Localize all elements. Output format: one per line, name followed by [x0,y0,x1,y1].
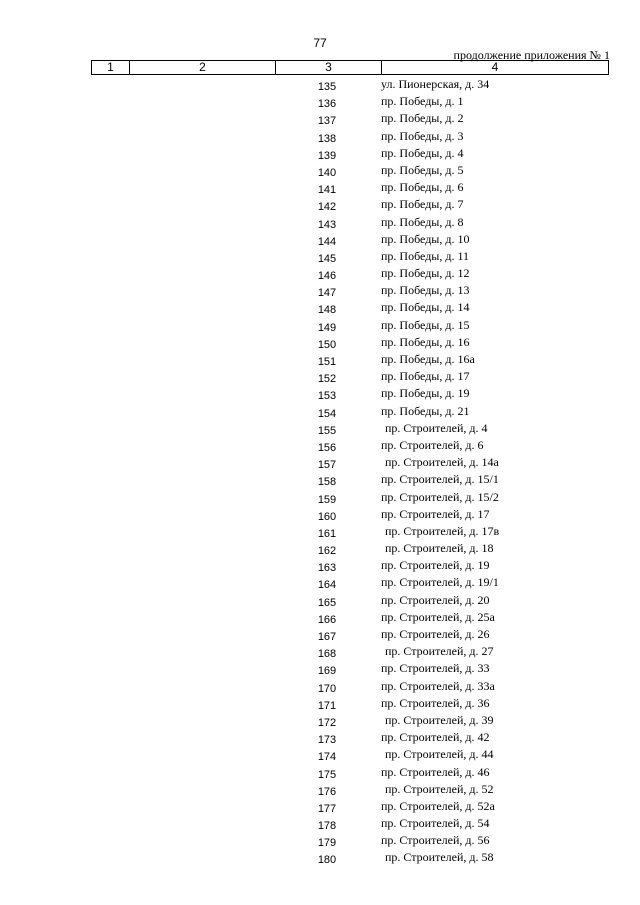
table-row [0,94,640,111]
row-number: 140 [317,166,337,179]
row-address: пр. Строителей, д. 19 [381,558,490,573]
table-row [0,146,640,163]
row-address: пр. Победы, д. 4 [381,145,464,160]
row-number: 136 [317,98,337,111]
row-number: 166 [317,613,337,626]
table-row [0,730,640,747]
row-number: 160 [317,510,337,523]
row-number: 161 [317,527,337,540]
header-col-4: 4 [382,61,609,75]
table-row [0,575,640,592]
table-row [0,850,640,867]
row-number: 178 [317,820,337,833]
row-address: пр. Победы, д. 10 [381,231,470,246]
table-row [0,696,640,713]
table-row [0,490,640,507]
table-row [0,524,640,541]
row-number: 175 [317,768,337,781]
row-address: пр. Строителей, д. 4 [385,420,488,435]
row-address: пр. Победы, д. 14 [381,300,470,315]
row-number: 167 [317,631,337,643]
row-number: 147 [317,287,337,300]
table-row [0,507,640,524]
row-number: 176 [317,785,337,798]
row-number: 135 [317,81,337,93]
row-address: пр. Строителей, д. 26 [381,627,490,641]
table-row [0,352,640,369]
row-address: пр. Строителей, д. 19/1 [381,575,499,590]
row-address: пр. Строителей, д. 20 [381,592,490,607]
header-col-2: 2 [130,61,276,75]
row-number: 180 [317,854,337,867]
row-address: пр. Победы, д. 16 [381,334,470,349]
row-address: пр. Победы, д. 1 [381,94,464,109]
table-row [0,129,640,146]
table-row [0,266,640,283]
row-address: пр. Победы, д. 11 [381,248,470,263]
row-number: 159 [317,493,337,506]
row-number: 148 [317,304,337,317]
row-address: пр. Победы, д. 19 [381,386,470,401]
row-number: 141 [317,184,337,197]
row-number: 155 [317,424,337,437]
table-row [0,593,640,610]
row-address: пр. Победы, д. 21 [381,403,470,418]
row-address: пр. Строителей, д. 25а [381,609,495,624]
row-address: пр. Строителей, д. 52 [385,781,494,796]
row-address: пр. Победы, д. 15 [381,317,470,332]
row-address: пр. Победы, д. 2 [381,111,464,126]
page-number: 77 [313,36,327,50]
row-number: 143 [317,218,337,231]
row-address: пр. Строителей, д. 15/2 [381,489,499,504]
table-row [0,627,640,644]
row-number: 177 [317,802,337,815]
table-row [0,765,640,782]
row-address: пр. Строителей, д. 14а [385,455,499,470]
table-row [0,386,640,403]
row-address: пр. Победы, д. 17 [381,369,470,384]
row-address: пр. Строителей, д. 6 [381,437,484,452]
row-address: пр. Строителей, д. 17 [381,506,490,521]
row-address: пр. Победы, д. 5 [381,162,464,177]
table-row [0,610,640,627]
row-address: пр. Строителей, д. 52а [381,798,495,813]
row-address: пр. Победы, д. 6 [381,180,464,195]
row-address: пр. Строителей, д. 46 [381,764,490,779]
row-address: пр. Победы, д. 3 [381,128,464,143]
row-address: пр. Строителей, д. 39 [385,712,494,727]
row-number: 151 [317,356,337,368]
table-row [0,335,640,352]
table-row [0,180,640,197]
row-number: 138 [317,132,337,145]
row-address: пр. Победы, д. 16а [381,352,475,366]
table-header [91,60,609,75]
row-number: 157 [317,459,337,472]
row-address: пр. Строителей, д. 15/1 [381,472,499,487]
header-col-1: 1 [92,61,130,75]
row-address: пр. Строителей, д. 36 [381,695,490,710]
table-row [0,472,640,489]
row-number: 164 [317,579,337,592]
row-address: пр. Строителей, д. 18 [385,541,494,556]
row-number: 174 [317,751,337,764]
address-list [0,77,640,868]
table-row [0,77,640,94]
table-row [0,558,640,575]
table-row [0,541,640,558]
row-number: 139 [317,149,337,162]
row-address: пр. Строителей, д. 54 [381,816,490,831]
row-address: пр. Строителей, д. 44 [385,747,494,762]
row-address: пр. Победы, д. 12 [381,266,470,281]
table-row [0,421,640,438]
row-number: 137 [317,115,337,128]
table-row [0,644,640,661]
table-row [0,455,640,472]
table-row [0,232,640,249]
row-address: пр. Строителей, д. 33а [381,678,495,693]
table-row [0,111,640,128]
table-row [0,215,640,232]
table-row [0,197,640,214]
row-number: 179 [317,837,337,850]
row-number: 171 [317,699,337,712]
row-number: 145 [317,252,337,265]
row-address: пр. Строителей, д. 56 [381,833,490,848]
header-row [92,61,609,75]
table-row [0,679,640,696]
table-row [0,816,640,833]
row-number: 150 [317,338,337,351]
row-address: пр. Победы, д. 7 [381,197,464,212]
row-address: пр. Строителей, д. 58 [385,850,494,865]
table-row [0,713,640,730]
row-number: 149 [317,321,337,334]
row-address: ул. Пионерская, д. 34 [381,77,490,91]
row-number: 158 [317,476,337,489]
table-row [0,799,640,816]
row-number: 163 [317,562,337,575]
row-address: пр. Победы, д. 13 [381,283,470,298]
table-row [0,249,640,266]
table-row [0,438,640,455]
row-number: 170 [317,682,337,695]
table-row [0,782,640,799]
row-number: 172 [317,716,337,729]
row-address: пр. Строителей, д. 27 [385,644,494,659]
row-address: пр. Строителей, д. 17в [385,523,500,538]
header-col-3: 3 [276,61,382,75]
row-number: 156 [317,441,337,454]
table-row [0,404,640,421]
row-number: 142 [317,201,337,214]
row-number: 146 [317,270,337,283]
row-number: 169 [317,665,337,678]
row-number: 162 [317,545,337,558]
table-row [0,833,640,850]
row-number: 154 [317,407,337,420]
table-row [0,661,640,678]
row-number: 173 [317,734,337,747]
row-number: 168 [317,648,337,661]
table-row [0,283,640,300]
row-address: пр. Строителей, д. 42 [381,730,490,745]
row-address: пр. Победы, д. 8 [381,214,464,229]
table-row [0,300,640,317]
table-row [0,369,640,386]
table-row [0,747,640,764]
row-number: 144 [317,235,337,248]
table-row [0,318,640,335]
row-number: 153 [317,390,337,403]
row-address: пр. Строителей, д. 33 [381,661,490,676]
table-row [0,163,640,180]
row-number: 165 [317,596,337,609]
appendix-note: продолжение приложения № 1 [453,48,610,62]
row-number: 152 [317,373,337,386]
